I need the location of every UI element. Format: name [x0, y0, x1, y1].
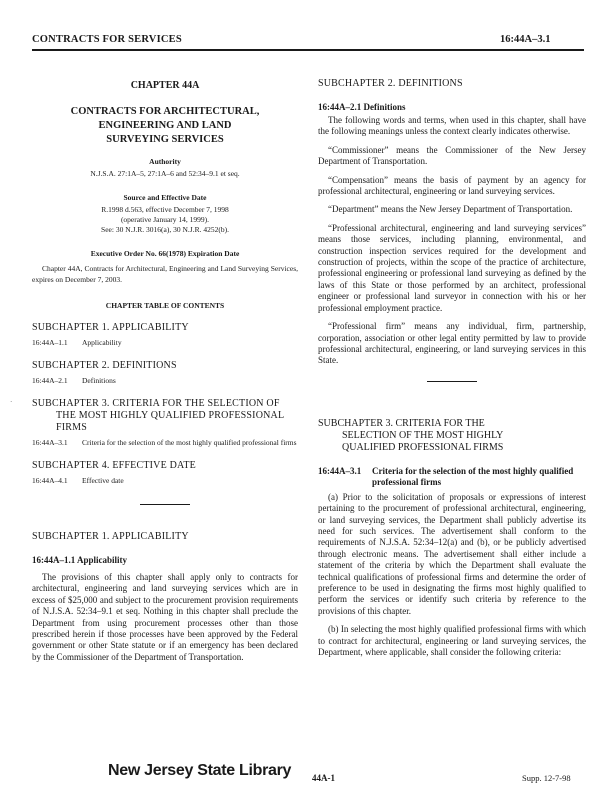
- section-3-1-heading: [318, 466, 586, 488]
- toc-heading: CHAPTER TABLE OF CONTENTS: [105, 301, 225, 310]
- toc-entry-title: Criteria for the selection of the most highly qualified professional firms: [82, 438, 297, 447]
- definitions-paragraph-1: The following words and terms, when used in this chapter, shall have the following meanings unless the context clearly indicates otherwise.: [318, 115, 586, 137]
- source-line-2: (operative January 14, 1999).: [120, 215, 210, 224]
- chapter-title: [32, 105, 298, 147]
- chapter-title-line-1: CONTRACTS FOR ARCHITECTURAL,: [70, 106, 260, 117]
- source-text: [32, 205, 298, 235]
- definitions-paragraph-2: “Commissioner” means the Commissioner of the New Jersey Department of Transportation.: [318, 144, 586, 167]
- section-1-1-heading: 16:44A–1.1 Applicability: [32, 555, 128, 565]
- subchapter-3-line-1: SUBCHAPTER 3. CRITERIA FOR THE: [318, 417, 485, 429]
- section-separator: [140, 504, 190, 505]
- chapter-number: CHAPTER 44A: [130, 80, 200, 91]
- supplement-date: Supp. 12-7-98: [522, 773, 571, 783]
- toc-entry-number: 16:44A–4.1: [32, 476, 68, 485]
- toc-subchapter-1: SUBCHAPTER 1. APPLICABILITY: [32, 322, 189, 333]
- toc-entry-number: 16:44A–1.1: [32, 338, 68, 347]
- subchapter-2-heading: SUBCHAPTER 2. DEFINITIONS: [318, 78, 463, 89]
- running-header-title: CONTRACTS FOR SERVICES: [32, 34, 182, 45]
- section-1-1-text: The provisions of this chapter shall apply only to contracts for architectural, engineering and land surveying services which are in excess of $25,000 and subject to the procurement provision requirements of N.J.S.A. 52:34–9.1 et seq. Nothing in this chapter shall preclude the Department from using procurement processes other than those prescribed herein if those processes have been approved by the Federal government or other State statute or if an emergency has been declared by the Commissioner of the Department of Transportation.: [32, 572, 298, 662]
- toc-entry-title: Effective date: [82, 476, 124, 485]
- source-line-1: R.1998 d.563, effective December 7, 1998: [101, 205, 229, 214]
- definitions-paragraph-6: “Professional firm” means any individual, firm, partnership, corporation, association or other legal entity permitted by law to provide professional architectural, engineering, or land surveying services in this State.: [318, 321, 586, 366]
- authority-text: N.J.S.A. 27:1A–5, 27:1A–6 and 52:34–9.1 et seq.: [90, 169, 240, 178]
- definitions-paragraph-5: “Professional architectural, engineering and land surveying services” means those services, including planning, environmental, and construction inspection services required for the development and construction of projects, within the scope of the practice of architecture, professional engineering or professional land surveying as defined by the laws of this State or those performed by an architect, professional engineer or professional land surveyor in connection with his or her professional employment practice.: [318, 222, 586, 313]
- toc-entry-3[interactable]: [32, 438, 298, 448]
- subchapter-3-line-3: QUALIFIED PROFESSIONAL FIRMS: [342, 441, 504, 453]
- left-column: [32, 68, 298, 670]
- toc-entry-number: 16:44A–3.1: [32, 438, 68, 447]
- toc-subchapter-2: SUBCHAPTER 2. DEFINITIONS: [32, 360, 177, 371]
- section-3-1-number: 16:44A–3.1: [318, 465, 362, 476]
- definitions-paragraph-4: “Department” means the New Jersey Department of Transportation.: [328, 204, 573, 215]
- section-3-1-paragraph-b: (b) In selecting the most highly qualified professional firms with which to contract for architectural, engineering or land surveying services, the Department, where applicable, shall consider the following criteria:: [318, 624, 586, 657]
- margin-mark: ·: [10, 398, 13, 406]
- running-header-section: 16:44A–3.1: [500, 34, 551, 45]
- executive-order-text: Chapter 44A, Contracts for Architectural, Engineering and Land Surveying Services, expires on December 7, 2003.: [32, 264, 298, 284]
- section-3-1-paragraph-a: (a) Prior to the solicitation of proposals or expressions of interest pertaining to the procurement of professional architectural, engineering, or land surveying services, the Department shall publicly advertise its need for such services. The advertisement shall conform to the requirements of N.J.S.A. 52:34–12(a) and (b), or be publicly advertised through electronic means. The advertisement shall either include a statement of the criteria by which the Department shall evaluate the technical qualifications of professional firms and determine the order of preference to be used in designating the firms most highly qualified to perform the services or identify such criteria by reference to the provisions of this chapter.: [318, 491, 586, 616]
- section-separator: [427, 381, 477, 382]
- toc-entry-number: 16:44A–2.1: [32, 376, 68, 385]
- page-number: 44A-1: [312, 773, 335, 783]
- subchapter-3-heading: [318, 418, 586, 454]
- authority-heading: Authority: [149, 157, 181, 166]
- toc-entry-1[interactable]: [32, 338, 298, 348]
- chapter-title-line-2: ENGINEERING AND LAND: [98, 120, 232, 131]
- right-column: [318, 78, 586, 665]
- library-stamp: New Jersey State Library: [108, 762, 292, 779]
- toc-entry-2[interactable]: [32, 376, 298, 386]
- chapter-title-line-3: SURVEYING SERVICES: [106, 134, 224, 145]
- section-2-1-heading: 16:44A–2.1 Definitions: [318, 102, 406, 112]
- source-heading: Source and Effective Date: [123, 193, 207, 202]
- subchapter-3-line-2: SELECTION OF THE MOST HIGHLY: [342, 429, 504, 441]
- subchapter-1-heading: SUBCHAPTER 1. APPLICABILITY: [32, 531, 189, 542]
- section-3-1-title: Criteria for the selection of the most highly qualified professional firms: [372, 465, 574, 487]
- source-line-3: See: 30 N.J.R. 3016(a), 30 N.J.R. 4252(b).: [101, 225, 229, 234]
- definitions-paragraph-3: “Compensation” means the basis of payment by an agency for professional architectural, engineering or land surveying services.: [318, 174, 586, 197]
- executive-order-heading: Executive Order No. 66(1978) Expiration Date: [90, 249, 240, 258]
- toc-subchapter-3: SUBCHAPTER 3. CRITERIA FOR THE SELECTION OF THE MOST HIGHLY QUALIFIED PROFESSIONAL FIRMS: [32, 398, 284, 433]
- toc-subchapter-4: SUBCHAPTER 4. EFFECTIVE DATE: [32, 460, 196, 471]
- toc-entry-4[interactable]: [32, 476, 298, 486]
- header-rule: [32, 49, 584, 51]
- toc-entry-title: Applicability: [82, 338, 122, 347]
- toc-entry-title: Definitions: [82, 376, 116, 385]
